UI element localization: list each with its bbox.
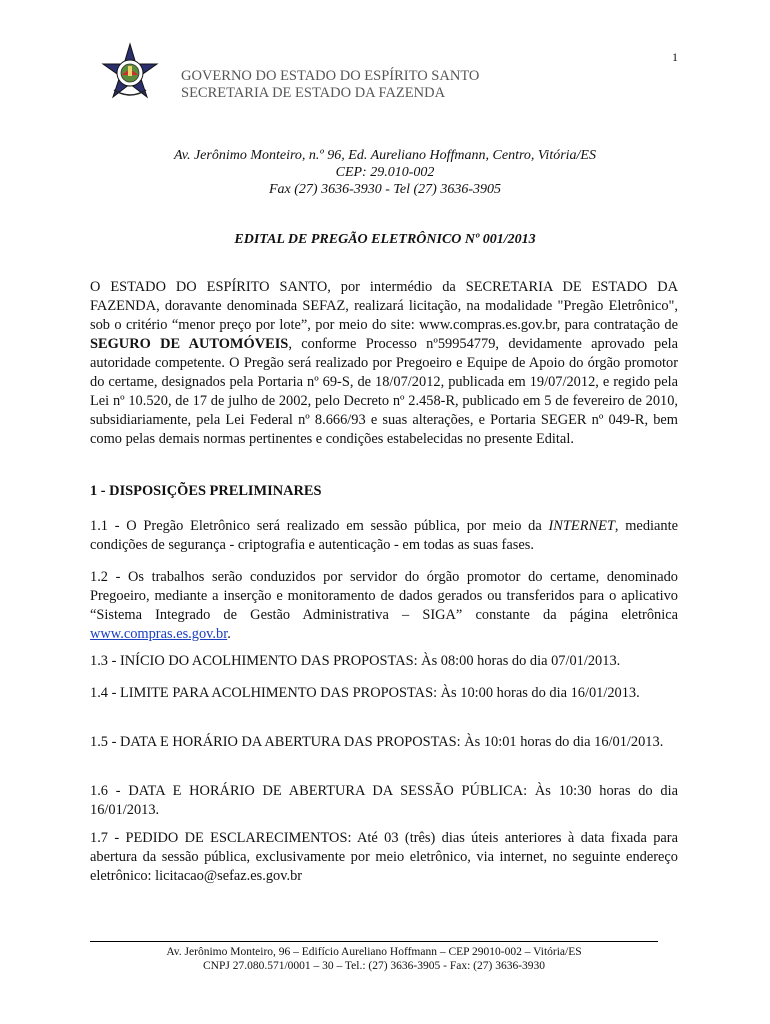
header-government-name: GOVERNO DO ESTADO DO ESPÍRITO SANTO <box>181 68 480 84</box>
item-1-6: 1.6 - DATA E HORÁRIO DE ABERTURA DA SESSÃO PÚBLICA: Às 10:30 horas do dia 16/01/2013. <box>90 783 678 818</box>
intro-bold-object: SEGURO DE AUTOMÓVEIS <box>90 336 289 352</box>
item-1-1 <box>90 517 678 555</box>
item-1-4: 1.4 - LIMITE PARA ACOLHIMENTO DAS PROPOSTAS: Às 10:00 horas do dia 16/01/2013. <box>90 685 640 701</box>
address-phone: Fax (27) 3636-3930 - Tel (27) 3636-3905 <box>268 182 501 197</box>
section-title: 1 - DISPOSIÇÕES PRELIMINARES <box>90 483 322 499</box>
item-1-2-text-end: . <box>227 626 231 642</box>
document-title: EDITAL DE PREGÃO ELETRÔNICO Nº 001/2013 <box>234 232 536 247</box>
item-1-3: 1.3 - INÍCIO DO ACOLHIMENTO DAS PROPOSTAS: Às 08:00 horas do dia 07/01/2013. <box>90 653 621 669</box>
item-1-1-text: 1.1 - O Pregão Eletrônico será realizado em sessão pública, por meio da <box>90 518 549 534</box>
address-street: Av. Jerônimo Monteiro, n.º 96, Ed. Aureliano Hoffmann, Centro, Vitória/ES <box>174 148 596 163</box>
government-header <box>181 68 479 102</box>
espirito-santo-coat-of-arms-icon <box>100 42 160 104</box>
page-number: 1 <box>672 50 678 64</box>
footer-address: Av. Jerônimo Monteiro, 96 – Edifício Aureliano Hoffmann – CEP 29010-002 – Vitória/ES <box>166 946 582 958</box>
intro-text-1: O ESTADO DO ESPÍRITO SANTO, por intermédio da SECRETARIA DE ESTADO DA FAZENDA, doravante denominada SEFAZ, realizará licitação, na modalidade "Pregão Eletrônico", sob o critério “menor preço por lote”, por meio do site: www.compras.es.gov.br, para contratação de <box>90 279 678 333</box>
item-1-2 <box>90 568 678 644</box>
address-block <box>90 147 680 198</box>
footer <box>90 945 658 973</box>
intro-text-2: , conforme Processo nº59954779, devidamente aprovado pela autoridade competente. O Pregão será realizado por Pregoeiro e Equipe de Apoio do órgão promotor do certame, designados pela Portaria nº 69-S, de 18/07/2012, publicada em 19/07/2012, e regido pela Lei nº 10.520, de 17 de julho de 2002, pelo Decreto nº 2.458-R, publicado em 5 de fevereiro de 2010, subsidiariamente, pela Lei Federal nº 8.666/93 e suas alterações, e Portaria SEGER nº 049-R, bem como pelas demais normas pertinentes e condições estabelecidas no presente Edital. <box>90 336 678 447</box>
footer-contact: CNPJ 27.080.571/0001 – 30 – Tel.: (27) 3636-3905 - Fax: (27) 3636-3930 <box>202 960 546 972</box>
item-1-1-italic: INTERNET <box>548 518 615 534</box>
item-1-2-text: 1.2 - Os trabalhos serão conduzidos por servidor do órgão promotor do certame, denominado Pregoeiro, mediante a inserção e monitoramento de dados gerados ou transferidos para o aplicativo “Sistema Integrado de Gestão Administrativa – SIGA” constante da página eletrônica <box>90 569 678 623</box>
intro-paragraph <box>90 278 678 449</box>
address-cep: CEP: 29.010-002 <box>335 165 435 180</box>
header-secretariat-name: SECRETARIA DE ESTADO DA FAZENDA <box>181 85 446 101</box>
compras-link[interactable]: www.compras.es.gov.br <box>90 626 228 642</box>
item-1-1-text-end: , mediante condições de segurança - criptografia e autenticação - em todas as suas fases. <box>90 518 678 553</box>
item-1-5: 1.5 - DATA E HORÁRIO DA ABERTURA DAS PROPOSTAS: Às 10:01 horas do dia 16/01/2013. <box>90 734 664 750</box>
item-1-7: 1.7 - PEDIDO DE ESCLARECIMENTOS: Até 03 (três) dias úteis anteriores à data fixada para abertura da sessão pública, exclusivamente por meio eletrônico, via internet, no seguinte endereço eletrônico: licitacao@sefaz.es.gov.br <box>90 830 678 884</box>
footer-divider <box>90 941 658 942</box>
